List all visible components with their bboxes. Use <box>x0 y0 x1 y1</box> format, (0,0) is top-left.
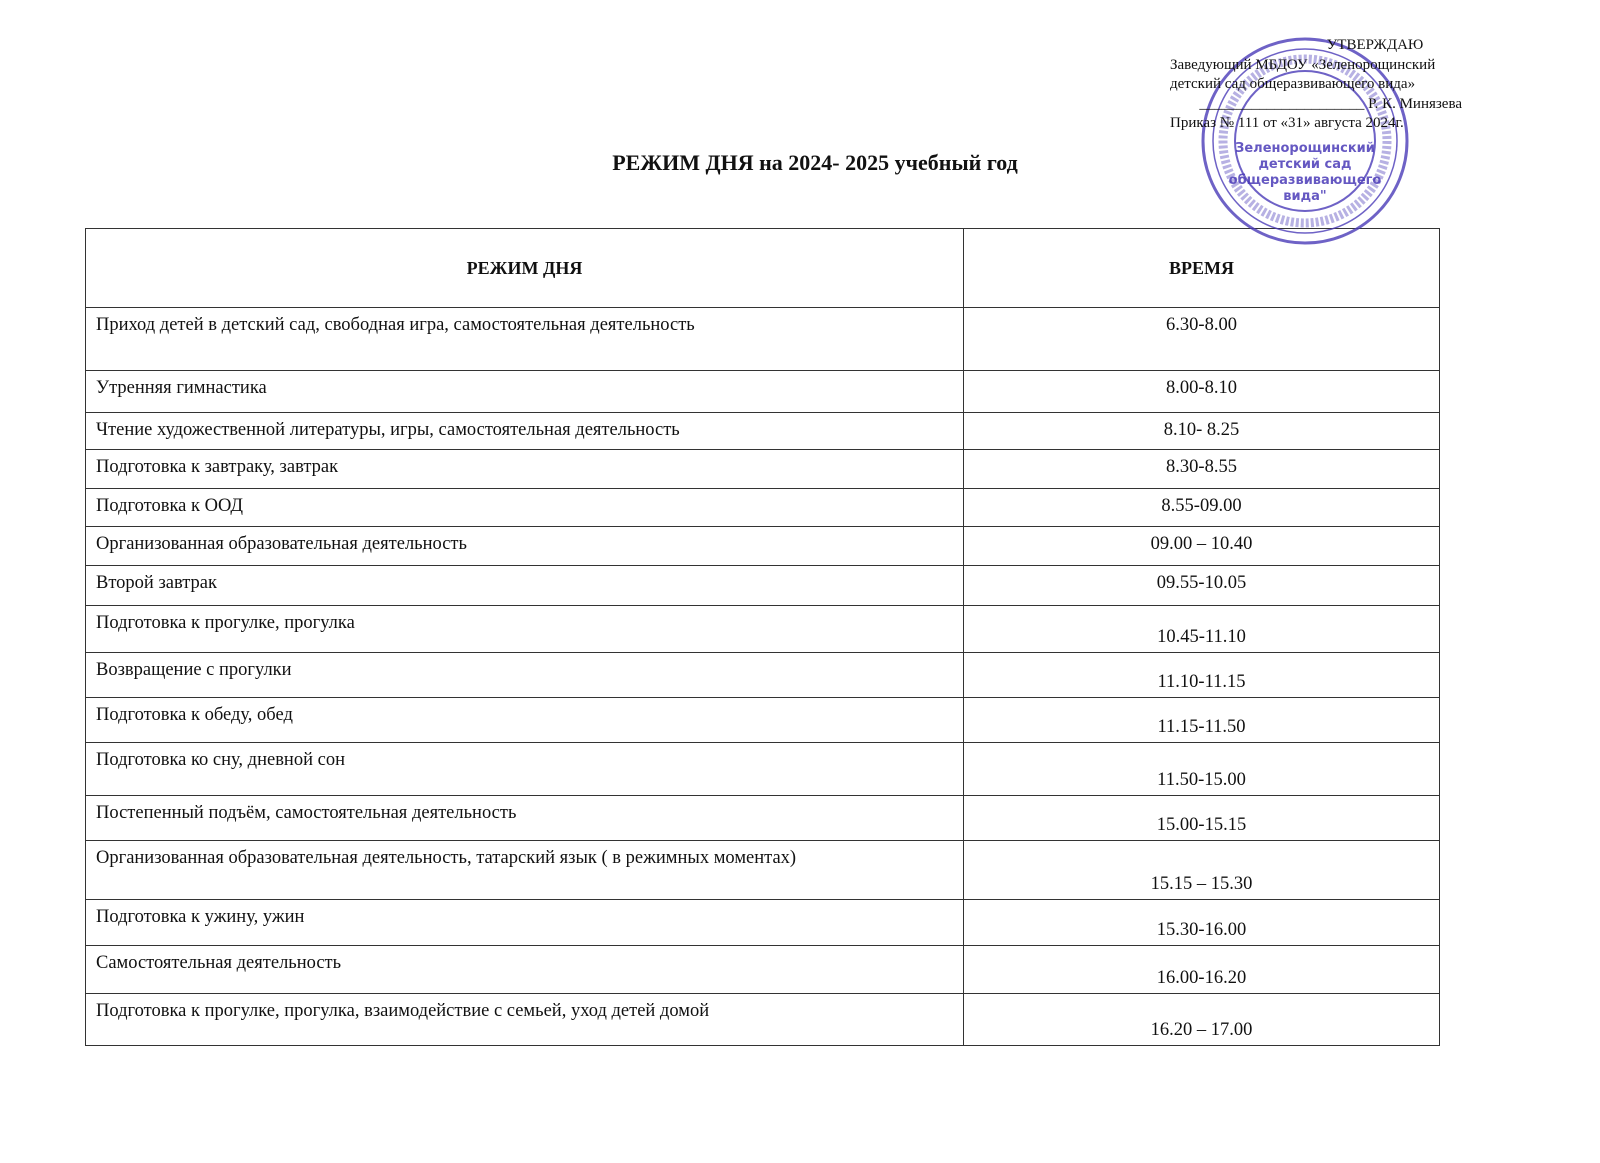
time-cell: 8.10- 8.25 <box>964 413 1440 450</box>
activity-cell: Подготовка к прогулке, прогулка <box>86 606 964 653</box>
activity-cell: Постепенный подъём, самостоятельная деятельность <box>86 796 964 841</box>
activity-cell: Чтение художественной литературы, игры, самостоятельная деятельность <box>86 413 964 450</box>
time-cell: 15.30-16.00 <box>964 900 1440 946</box>
activity-cell: Подготовка ко сну, дневной сон <box>86 743 964 796</box>
time-cell: 11.15-11.50 <box>964 698 1440 743</box>
time-cell: 16.20 – 17.00 <box>964 994 1440 1046</box>
time-cell: 8.55-09.00 <box>964 489 1440 527</box>
time-cell: 10.45-11.10 <box>964 606 1440 653</box>
table-row <box>86 606 1440 653</box>
approval-heading: УТВЕРЖДАЮ <box>1326 37 1424 53</box>
table-row <box>86 450 1440 489</box>
table-row <box>86 994 1440 1046</box>
svg-text:вида": вида" <box>1283 189 1327 204</box>
table-row <box>86 653 1440 698</box>
table-row <box>86 308 1440 371</box>
table-row <box>86 413 1440 450</box>
time-cell: 8.30-8.55 <box>964 450 1440 489</box>
activity-cell: Организованная образовательная деятельность <box>86 527 964 566</box>
activity-cell: Подготовка к завтраку, завтрак <box>86 450 964 489</box>
activity-cell: Подготовка к обеду, обед <box>86 698 964 743</box>
schedule-table <box>85 228 1440 1046</box>
table-row <box>86 489 1440 527</box>
time-cell: 8.00-8.10 <box>964 371 1440 413</box>
svg-text:детский сад: детский сад <box>1258 157 1352 172</box>
time-cell: 11.10-11.15 <box>964 653 1440 698</box>
approval-line-1: Заведующий МБДОУ «Зеленорощинский <box>1170 56 1436 73</box>
approval-line-2: детский сад общеразвивающего вида» <box>1170 76 1416 92</box>
time-cell: 09.55-10.05 <box>964 566 1440 606</box>
header-activity: РЕЖИМ ДНЯ <box>86 229 964 308</box>
activity-cell: Подготовка к ООД <box>86 489 964 527</box>
time-cell: 6.30-8.00 <box>964 308 1440 371</box>
table-row <box>86 698 1440 743</box>
table-row <box>86 743 1440 796</box>
activity-cell: Организованная образовательная деятельность, татарский язык ( в режимных моментах) <box>86 841 964 900</box>
time-cell: 16.00-16.20 <box>964 946 1440 994</box>
header-time: ВРЕМЯ <box>964 229 1440 308</box>
activity-cell: Второй завтрак <box>86 566 964 606</box>
document-title: РЕЖИМ ДНЯ на 2024- 2025 учебный год <box>612 150 1018 175</box>
time-cell: 09.00 – 10.40 <box>964 527 1440 566</box>
activity-cell: Подготовка к прогулке, прогулка, взаимодействие с семьей, уход детей домой <box>86 994 964 1046</box>
table-row <box>86 946 1440 994</box>
approval-signature: ______________________ Р. К. Минязева <box>1199 95 1462 112</box>
time-cell: 15.00-15.15 <box>964 796 1440 841</box>
table-row <box>86 796 1440 841</box>
time-cell: 15.15 – 15.30 <box>964 841 1440 900</box>
table-row <box>86 527 1440 566</box>
table-row <box>86 371 1440 413</box>
table-row <box>86 900 1440 946</box>
activity-cell: Утренняя гимнастика <box>86 371 964 413</box>
table-row <box>86 566 1440 606</box>
svg-text:Зеленорощинский: Зеленорощинский <box>1235 141 1375 156</box>
activity-cell: Приход детей в детский сад, свободная игра, самостоятельная деятельность <box>86 308 964 371</box>
activity-cell: Подготовка к ужину, ужин <box>86 900 964 946</box>
table-row <box>86 841 1440 900</box>
approval-order: Приказ № 111 от «31» августа 2024г. <box>1170 115 1404 131</box>
approval-block <box>1170 36 1490 134</box>
time-cell: 11.50-15.00 <box>964 743 1440 796</box>
activity-cell: Самостоятельная деятельность <box>86 946 964 994</box>
activity-cell: Возвращение с прогулки <box>86 653 964 698</box>
svg-text:общеразвивающего: общеразвивающего <box>1228 173 1382 188</box>
